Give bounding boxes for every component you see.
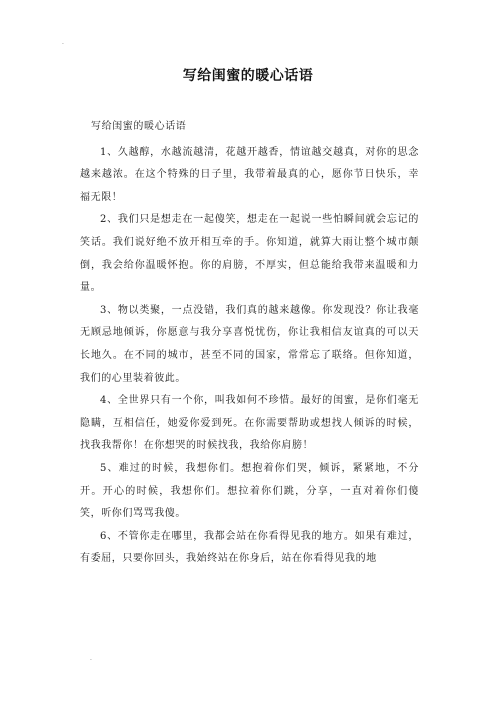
paragraph-5: 5、难过的时候，我想你们。想抱着你们哭，倾诉，紧紧地，不分开。开心的时候，我想你们。想拉着你们跳，分享，一直对着你们傻笑，听你们骂骂我傻。 [80, 462, 419, 520]
intro-line: 写给闺蜜的暖心话语 [91, 121, 187, 132]
paragraph-1: 1、久越醇，水越流越清，花越开越香，情谊越交越真，对你的思念越来越浓。在这个特殊的日子里，我带着最真的心，愿你节日快乐，幸福无限！ [80, 146, 419, 203]
paragraph-6: 6、不管你走在哪里，我都会站在你看得见我的地方。如果有难过，有委屈，只要你回头，我始终站在你身后，站在你看得见我的地 [80, 530, 419, 565]
document-body [80, 116, 419, 571]
top-corner-mark: . [62, 39, 64, 46]
paragraph-4: 4、全世界只有一个你，叫我如何不珍惜。最好的闺蜜，是你们毫无隐瞒，互相信任，她爱你爱到死。在你需要帮助或想找人倾诉的时候，找我我帮你！在你想哭的时候找我，我给你肩膀！ [80, 395, 419, 452]
paragraph-3: 3、物以类聚，一点没错，我们真的越来越像。你发现没？你让我毫无顾忌地倾诉，你愿意与我分享喜悦忧伤，你让我相信友谊真的可以天长地久。在不同的城市，甚至不同的国家，常常忘了联络。但你知道，我们的心里装着彼此。 [80, 304, 419, 384]
paragraph-2: 2、我们只是想走在一起傻笑，想走在一起说一些怕瞬间就会忘记的笑话。我们说好绝不放开相互牵的手。你知道，就算大雨让整个城市颠倒，我会给你温暖怀抱。你的肩膀，不厚实，但总能给我带来温暖和力量。 [80, 214, 419, 294]
page-title: 写给闺蜜的暖心话语 [182, 68, 314, 84]
bottom-corner-mark: . [90, 655, 92, 662]
